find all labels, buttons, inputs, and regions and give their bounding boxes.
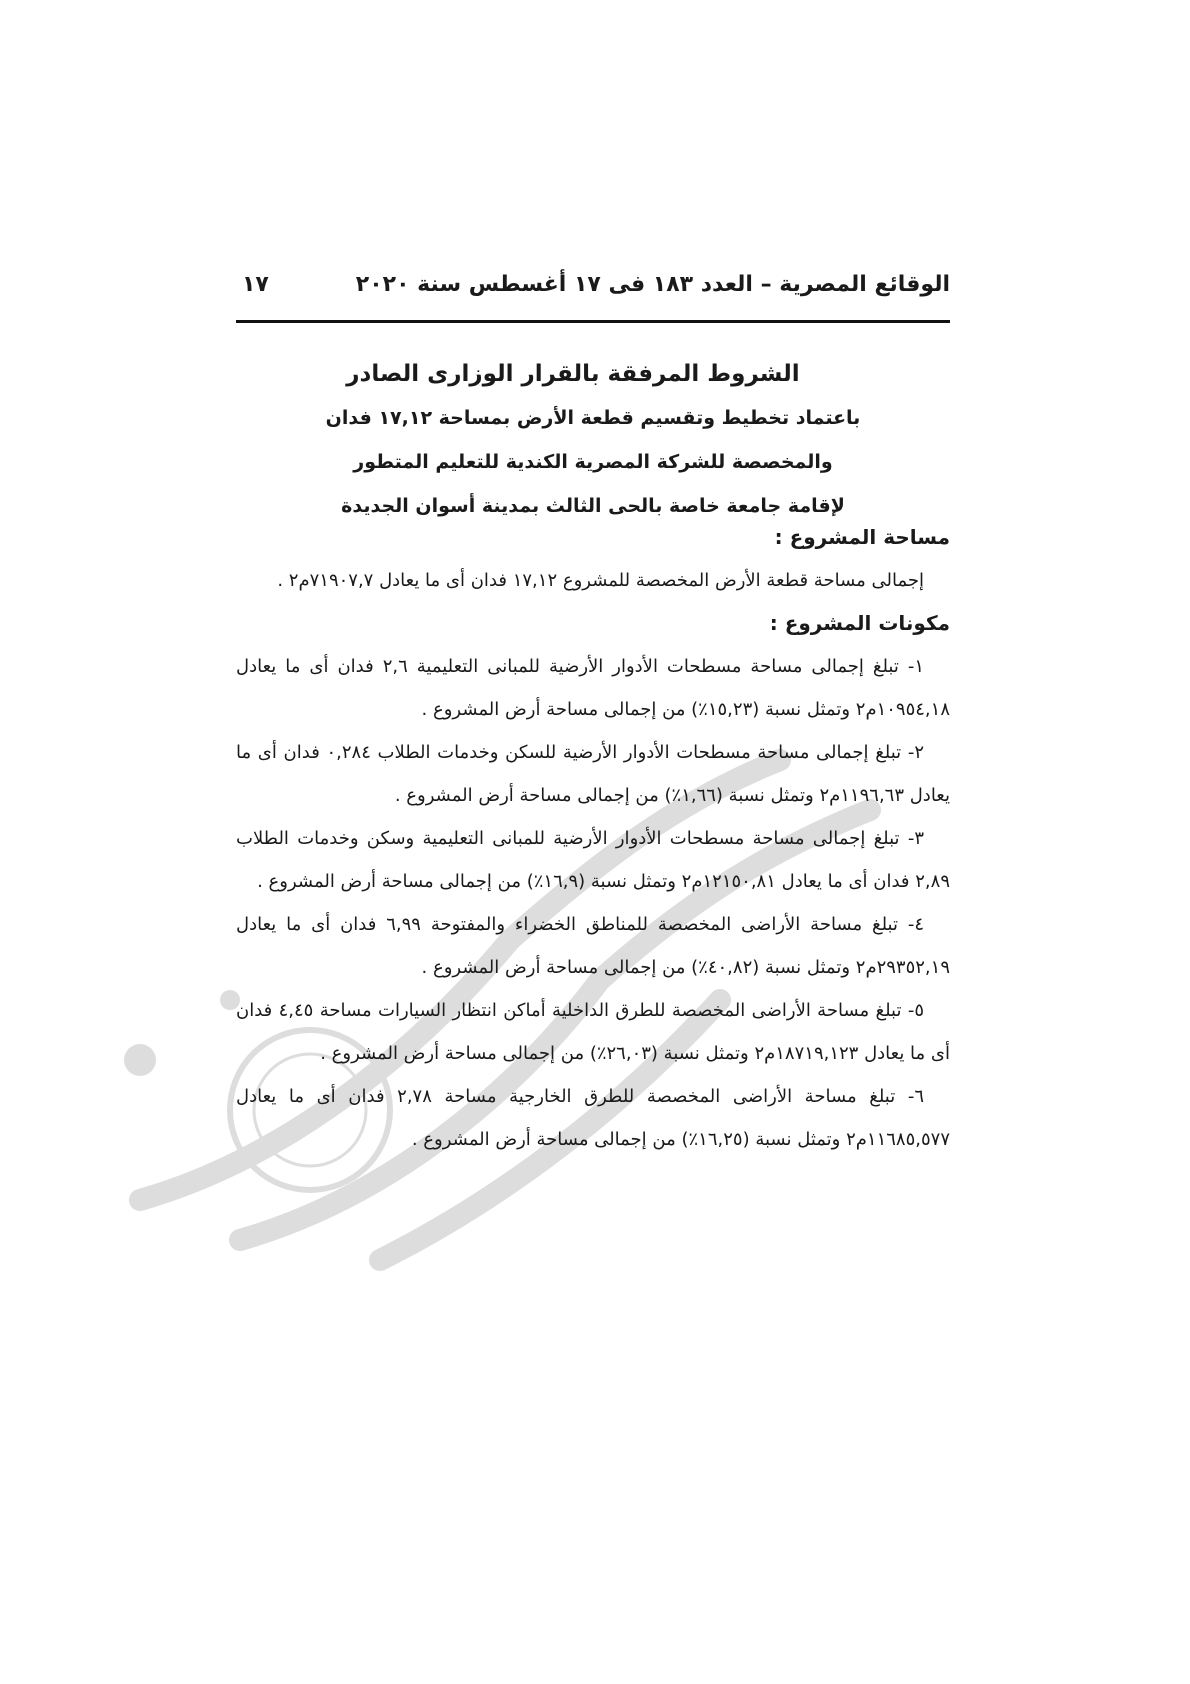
project-area-heading: مساحة المشروع : — [774, 525, 950, 549]
decree-main-title: الشروط المرفقة بالقرار الوزارى الصادر — [346, 361, 800, 387]
project-area-text: إجمالى مساحة قطعة الأرض المخصصة للمشروع ١٧,١٢ فدان أى ما يعادل ٧١٩٠٧,٧م٢ . — [277, 570, 924, 591]
project-components-heading: مكونات المشروع : — [769, 611, 950, 635]
component-item — [236, 989, 950, 1075]
header-title: الوقائع المصرية – العدد ١٨٣ فى ١٧ أغسطس سنة ٢٠٢٠ — [355, 272, 950, 297]
decree-subtitle-line-1: باعتماد تخطيط وتقسيم قطعة الأرض بمساحة ١٧,١٢ فدان — [325, 407, 861, 429]
component-item-text: ٥- تبلغ مساحة الأراضى المخصصة للطرق الداخلية أماكن انتظار السيارات مساحة ٤,٤٥ فدان أى ما يعادل ١٨٧١٩,١٢٣م٢ وتمثل نسبة (٢٦,٠٣٪) من إجمالى مساحة أرض المشروع . — [236, 1000, 950, 1064]
component-item-text: ٣- تبلغ إجمالى مساحة مسطحات الأدوار الأرضية للمبانى التعليمية وسكن وخدمات الطلاب ٢,٨٩ فدان أى ما يعادل ١٢١٥٠,٨١م٢ وتمثل نسبة (١٦,٩٪) من إجمالى مساحة أرض المشروع . — [236, 828, 950, 892]
header-divider — [236, 320, 950, 323]
component-item — [236, 817, 950, 903]
document-body — [236, 516, 950, 1161]
component-item-text: ١- تبلغ إجمالى مساحة مسطحات الأدوار الأرضية للمبانى التعليمية ٢,٦ فدان أى ما يعادل ١٠٩٥٤,١٨م٢ وتمثل نسبة (١٥,٢٣٪) من إجمالى مساحة أرض المشروع . — [236, 656, 950, 720]
decree-subtitle-line-3: لإقامة جامعة خاصة بالحى الثالث بمدينة أسوان الجديدة — [341, 495, 845, 517]
component-item — [236, 1075, 950, 1161]
component-item — [236, 645, 950, 731]
project-area-paragraph — [236, 559, 950, 602]
gazette-header — [236, 272, 950, 316]
page-number: ١٧ — [242, 272, 269, 297]
component-item-text: ٤- تبلغ مساحة الأراضى المخصصة للمناطق الخضراء والمفتوحة ٦,٩٩ فدان أى ما يعادل ٢٩٣٥٢,١٩م٢ وتمثل نسبة (٤٠,٨٢٪) من إجمالى مساحة أرض المشروع . — [236, 914, 950, 978]
decree-title-block — [236, 352, 950, 528]
component-item-text: ٢- تبلغ إجمالى مساحة مسطحات الأدوار الأرضية للسكن وخدمات الطلاب ٠,٢٨٤ فدان أى ما يعادل ١١٩٦,٦٣م٢ وتمثل نسبة (١,٦٦٪) من إجمالى مساحة أرض المشروع . — [236, 742, 950, 806]
component-item — [236, 903, 950, 989]
decree-subtitle-line-2: والمخصصة للشركة المصرية الكندية للتعليم المتطور — [353, 451, 833, 473]
component-item — [236, 731, 950, 817]
component-item-text: ٦- تبلغ مساحة الأراضى المخصصة للطرق الخارجية مساحة ٢,٧٨ فدان أى ما يعادل ١١٦٨٥,٥٧٧م٢ وتمثل نسبة (١٦,٢٥٪) من إجمالى مساحة أرض المشروع . — [236, 1086, 950, 1150]
